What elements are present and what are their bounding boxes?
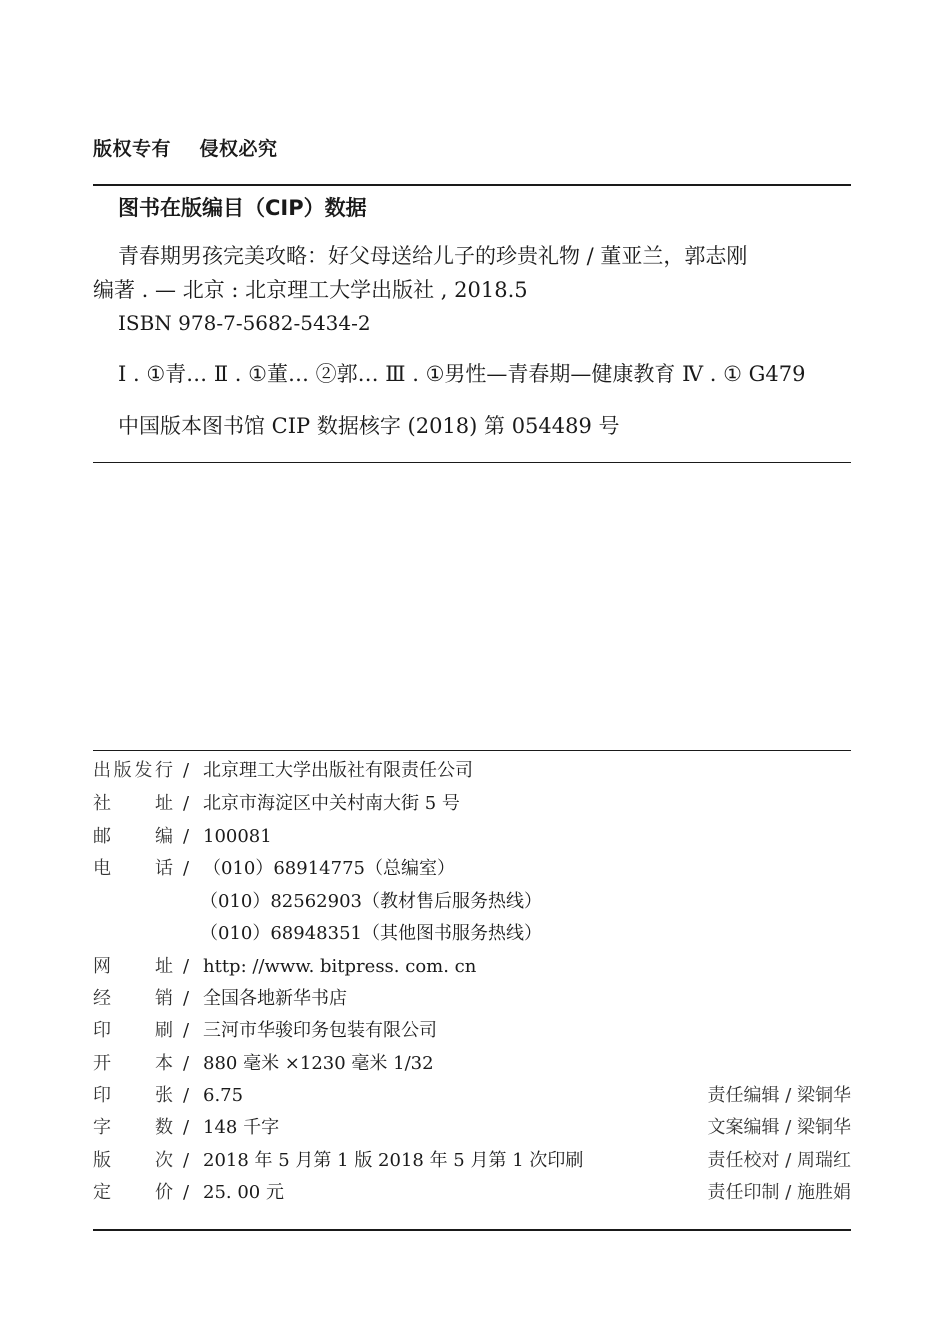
imprint-bottom-rule [93, 1229, 851, 1231]
phone-continuation: （010）82562903（教材售后服务热线） [200, 891, 542, 912]
imprint-label: 经 销 [93, 988, 173, 1009]
separator: / [183, 826, 190, 847]
imprint-top-rule [93, 750, 851, 751]
credit-responsible-editor: 责任编辑 / 梁铜华 [707, 1085, 851, 1106]
classification: Ⅰ . ①青… Ⅱ . ①董… ②郭… Ⅲ . ①男性—青春期—健康教育 Ⅳ . ① G479 [118, 362, 806, 386]
imprint-label: 字 数 [93, 1117, 173, 1138]
imprint-value: （010）68914775（总编室） [203, 858, 455, 879]
imprint-label: 出 版 发 行 [93, 760, 173, 781]
separator: / [183, 1150, 190, 1171]
phone-continuation: （010）68948351（其他图书服务热线） [200, 923, 542, 944]
imprint-value: 6.75 [203, 1085, 244, 1106]
imprint-label: 版 次 [93, 1150, 173, 1171]
imprint-label: 网 址 [93, 956, 173, 977]
cip-entry-line-2: 编著 . — 北京 : 北京理工大学出版社 , 2018.5 [93, 278, 528, 302]
copyright-notice: 版权专有 侵权必究 [93, 138, 278, 160]
imprint-value: 全国各地新华书店 [203, 988, 347, 1009]
separator: / [183, 760, 190, 781]
imprint-value: 2018 年 5 月第 1 版 2018 年 5 月第 1 次印刷 [203, 1150, 584, 1171]
imprint-label: 定 价 [93, 1182, 173, 1203]
imprint-label: 社 址 [93, 793, 173, 814]
imprint-label: 开 本 [93, 1053, 173, 1074]
separator: / [183, 1085, 190, 1106]
separator: / [183, 793, 190, 814]
imprint-value: 北京市海淀区中关村南大街 5 号 [203, 793, 460, 814]
imprint-value: 三河市华骏印务包装有限公司 [203, 1020, 437, 1041]
imprint-label: 电 话 [93, 858, 173, 879]
cip-entry [93, 239, 823, 307]
separator: / [183, 1053, 190, 1074]
isbn: ISBN 978-7-5682-5434-2 [118, 311, 371, 335]
imprint-label: 印 张 [93, 1085, 173, 1106]
cip-bottom-rule [93, 462, 851, 463]
imprint-value: 100081 [203, 826, 272, 847]
imprint-value: 880 毫米 ×1230 毫米 1/32 [203, 1053, 434, 1074]
cip-top-rule [93, 184, 851, 186]
credit-copy-editor: 文案编辑 / 梁铜华 [707, 1117, 851, 1138]
imprint-value: http: //www. bitpress. com. cn [203, 956, 477, 977]
separator: / [183, 1020, 190, 1041]
separator: / [183, 1182, 190, 1203]
imprint-value: 148 千字 [203, 1117, 280, 1138]
credit-proofreader: 责任校对 / 周瑞红 [707, 1150, 851, 1171]
separator: / [183, 858, 190, 879]
imprint-label: 邮 编 [93, 826, 173, 847]
cip-heading: 图书在版编目（CIP）数据 [118, 196, 367, 220]
separator: / [183, 956, 190, 977]
credit-print-manager: 责任印制 / 施胜娟 [707, 1182, 851, 1203]
cip-number: 中国版本图书馆 CIP 数据核字 (2018) 第 054489 号 [118, 414, 620, 438]
separator: / [183, 988, 190, 1009]
cip-entry-line-1: 青春期男孩完美攻略：好父母送给儿子的珍贵礼物 / 董亚兰，郭志刚 [118, 244, 748, 268]
imprint-label: 印 刷 [93, 1020, 173, 1041]
separator: / [183, 1117, 190, 1138]
imprint-value: 北京理工大学出版社有限责任公司 [203, 760, 473, 781]
imprint-value: 25. 00 元 [203, 1182, 284, 1203]
